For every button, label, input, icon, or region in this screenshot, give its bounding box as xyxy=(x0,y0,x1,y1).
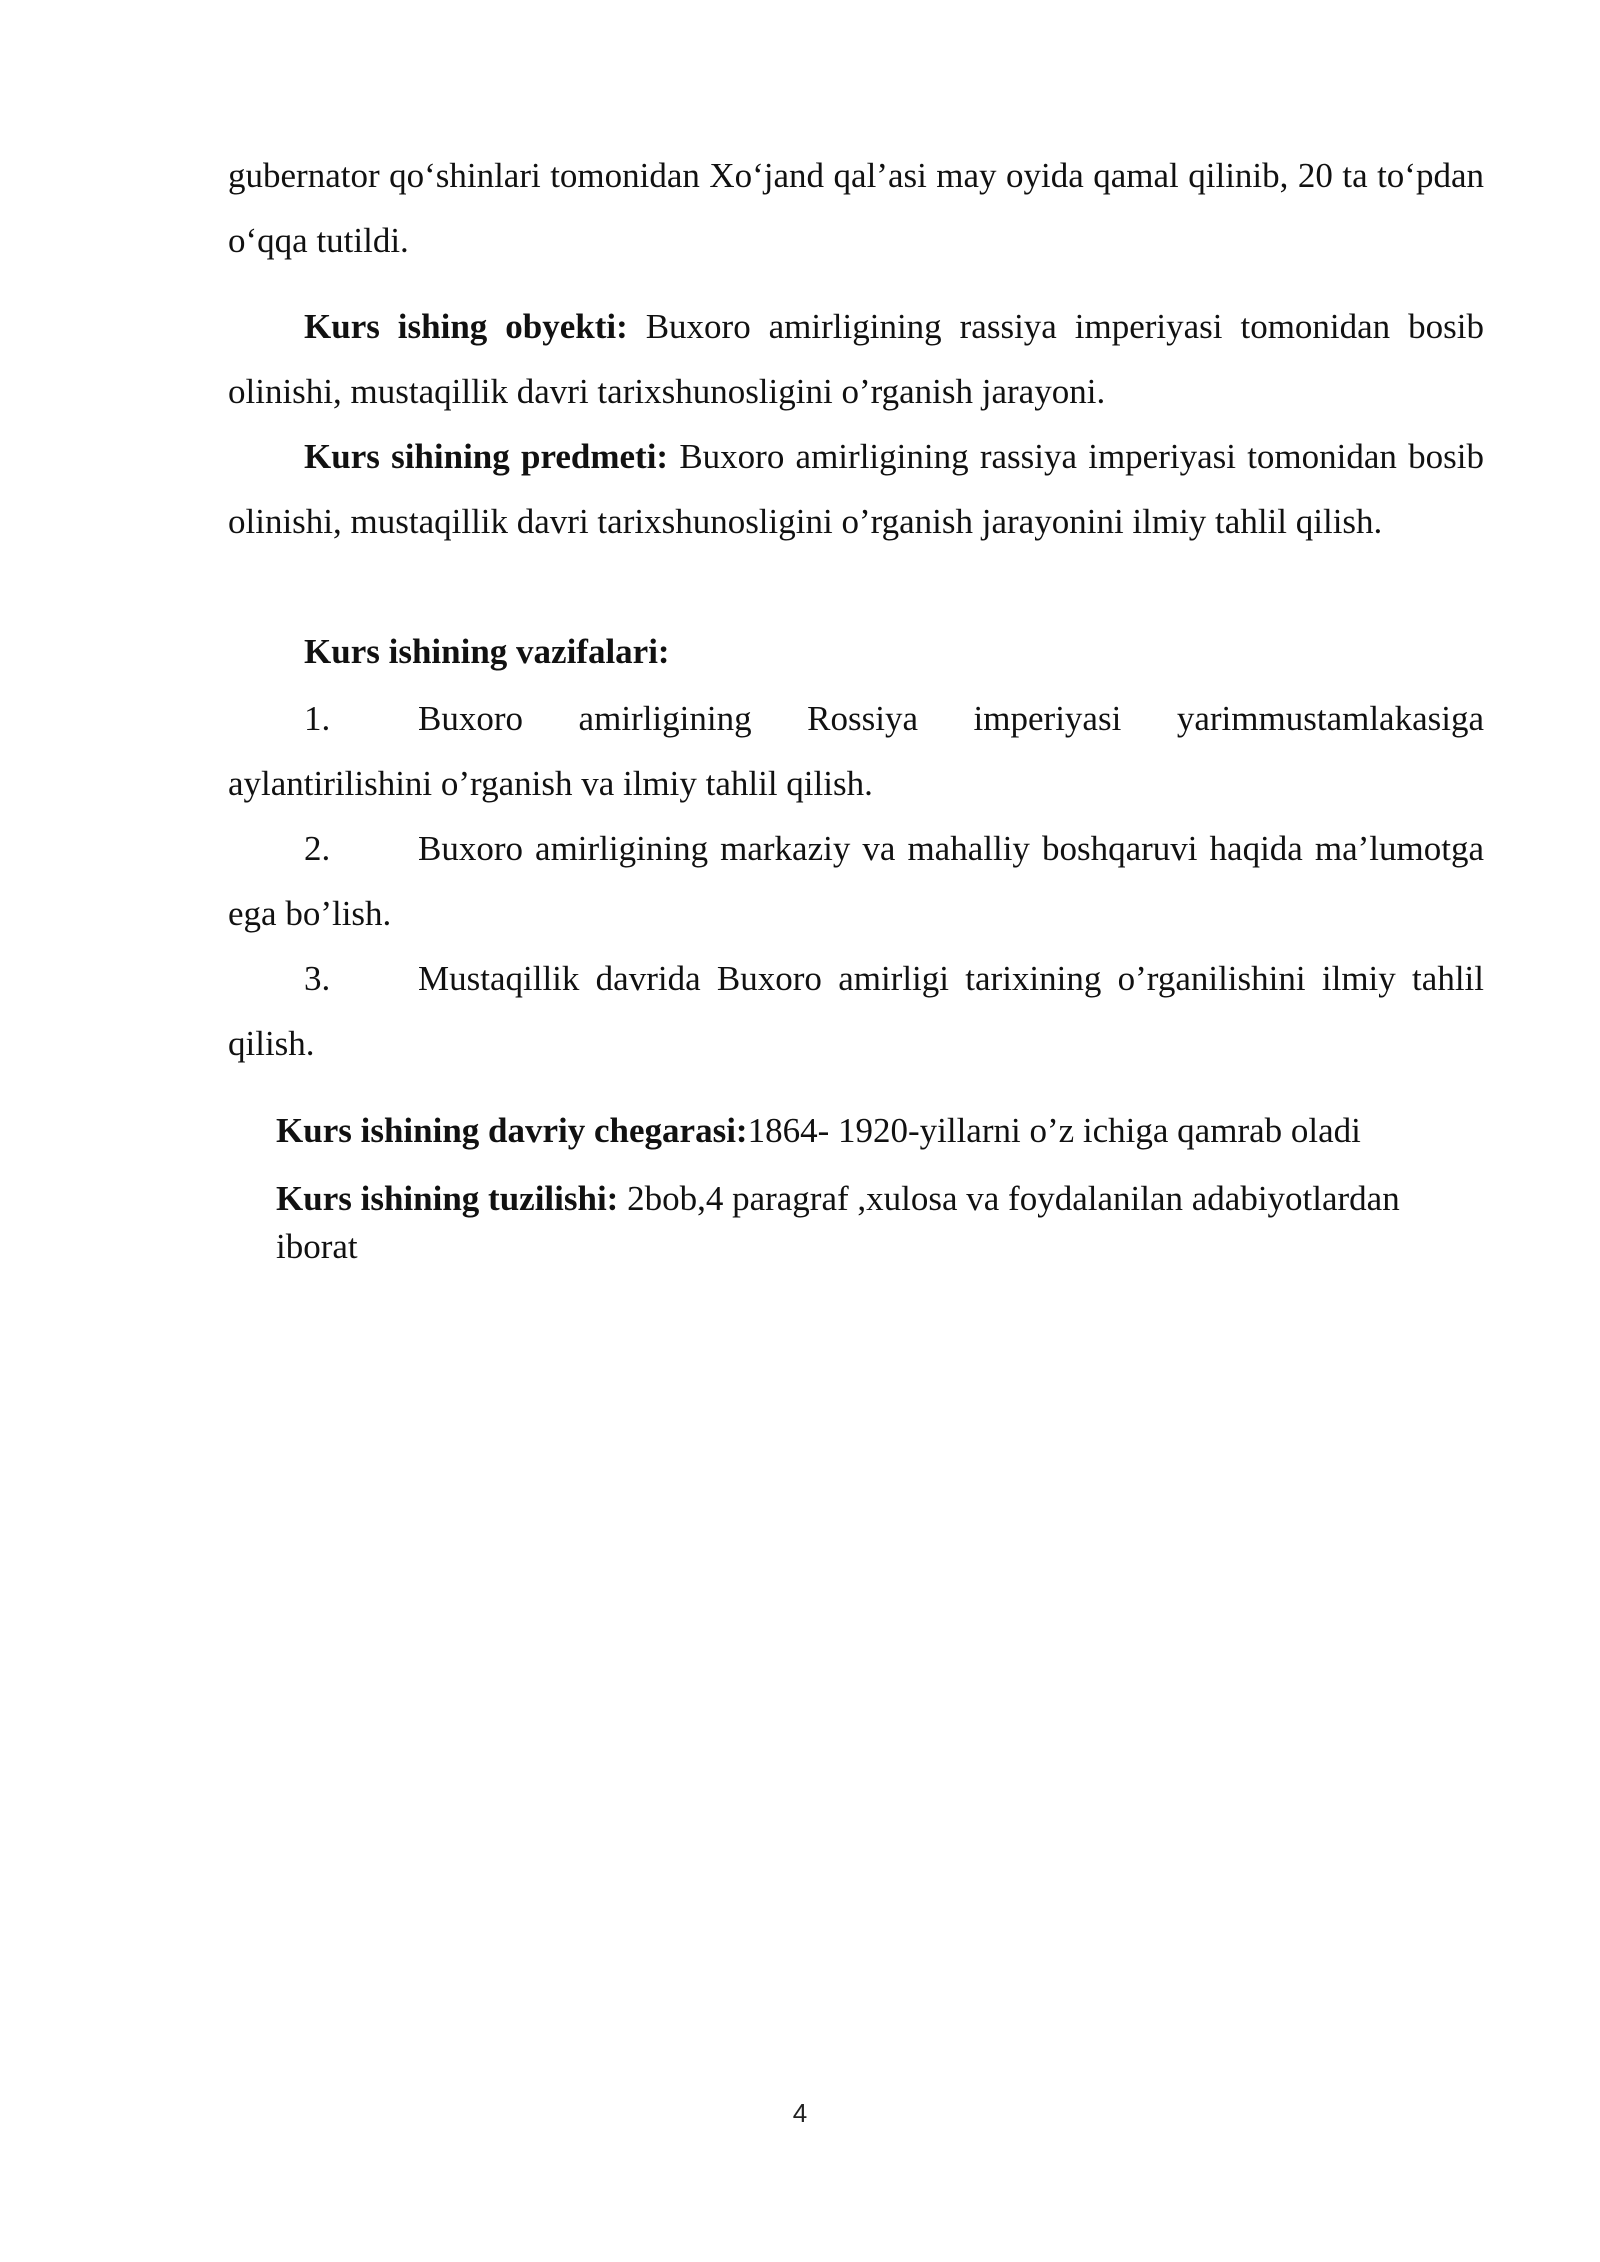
object-label: Kurs ishing obyekti: xyxy=(304,307,628,346)
subject-paragraph xyxy=(228,424,1484,554)
structure-text: 2bob,4 paragraf ,xulosa va foydalanilan adabiyotlardan iborat xyxy=(276,1179,1400,1266)
task-number: 1. xyxy=(304,699,331,738)
tasks-heading: Kurs ishining vazifalari: xyxy=(304,632,670,671)
task-text: Mustaqillik davrida Buxoro amirligi tarixining o’rganilishini ilmiy tahlil qilish. xyxy=(228,959,1484,1063)
subject-label: Kurs sihining predmeti: xyxy=(304,437,669,476)
page-number: 4 xyxy=(792,2098,808,2128)
structure-paragraph xyxy=(276,1175,1486,1271)
object-text: Buxoro amirligining rassiya imperiyasi tomonidan bosib olinishi, mustaqillik davri tarixshunosligini o’rganish jarayoni. xyxy=(228,307,1484,411)
period-paragraph xyxy=(276,1107,1486,1155)
task-number: 2. xyxy=(304,829,331,868)
period-text: 1864- 1920-yillarni o’z ichiga qamrab oladi xyxy=(747,1111,1361,1150)
subject-text: Buxoro amirligining rassiya imperiyasi tomonidan bosib olinishi, mustaqillik davri tarixshunosligini o’rganish jarayonini ilmiy tahlil qilish. xyxy=(228,437,1484,541)
task-item-3 xyxy=(228,946,1484,1076)
task-item-2 xyxy=(228,816,1484,946)
task-text: Buxoro amirligining markaziy va mahalliy boshqaruvi haqida ma’lumotga ega bo’lish. xyxy=(228,829,1484,933)
task-number: 3. xyxy=(304,959,331,998)
object-paragraph xyxy=(228,294,1484,424)
period-label: Kurs ishining davriy chegarasi: xyxy=(276,1111,748,1150)
task-item-1 xyxy=(228,686,1484,816)
task-text: Buxoro amirligining Rossiya imperiyasi yarimmustamlakasiga aylantirilishini o’rganish va ilmiy tahlil qilish. xyxy=(228,699,1484,803)
structure-label: Kurs ishining tuzilishi: xyxy=(276,1179,619,1218)
continuation-paragraph: gubernator qo‘shinlari tomonidan Xo‘jand qal’asi may oyida qamal qilinib, 20 ta to‘pdan o‘qqa tutildi. xyxy=(228,156,1484,260)
